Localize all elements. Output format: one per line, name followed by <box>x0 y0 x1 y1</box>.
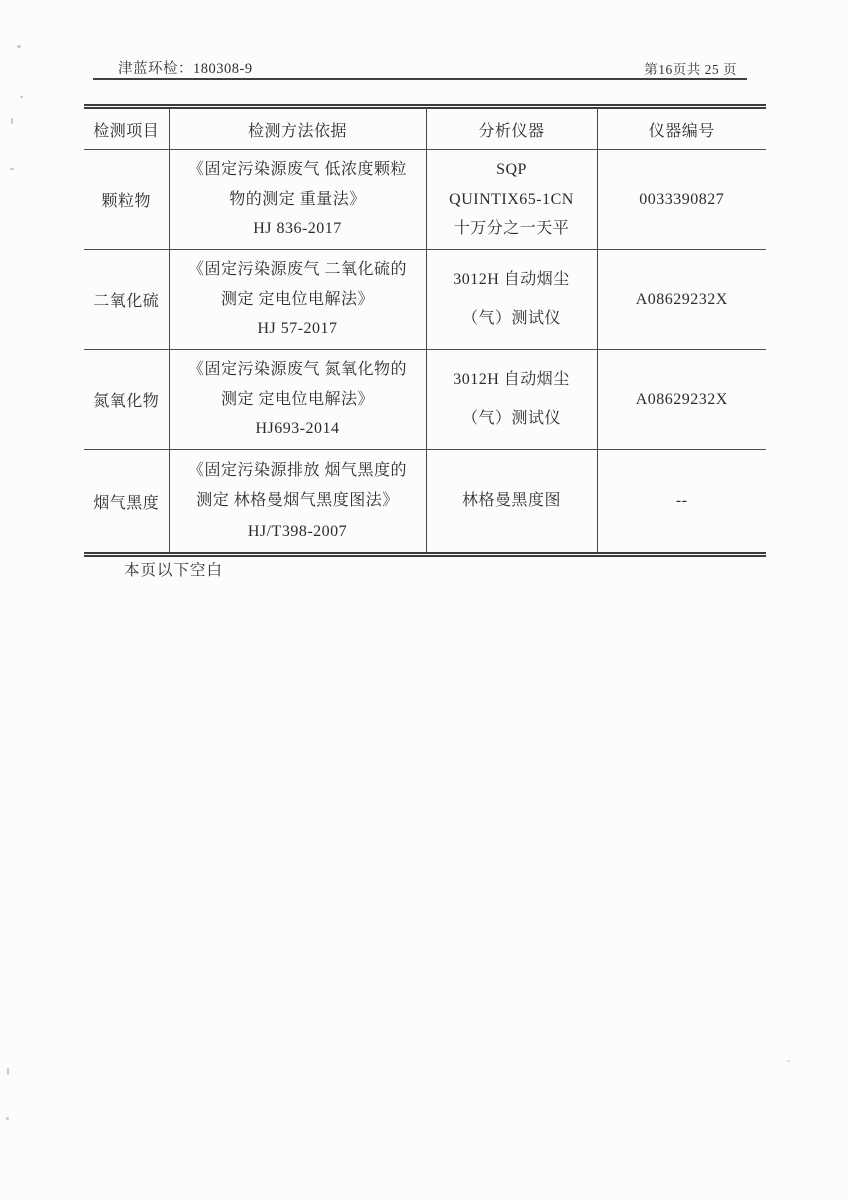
cell-serial: A08629232X <box>597 350 766 450</box>
method-line: 测定 林格曼烟气黑度图法》 <box>196 492 399 509</box>
instrument-lines <box>427 450 597 552</box>
table-header-row <box>84 107 766 150</box>
method-lines <box>170 250 426 349</box>
table-row <box>84 350 766 450</box>
method-line: HJ 836-2017 <box>253 220 342 238</box>
methods-table-wrap <box>84 104 766 557</box>
cell-instrument <box>426 150 597 250</box>
scan-speck <box>11 118 13 124</box>
method-lines <box>170 150 426 249</box>
method-line: 测定 定电位电解法》 <box>220 390 374 408</box>
method-line: HJ693-2014 <box>255 420 340 438</box>
instrument-line: SQP <box>496 160 527 178</box>
col-header-analysis-instrument: 分析仪器 <box>426 107 597 150</box>
method-line: 《固定污染源废气 氮氧化物的 <box>187 360 407 378</box>
instrument-lines <box>427 150 597 249</box>
instrument-line: 3012H 自动烟尘 <box>453 370 570 388</box>
header-rule <box>93 78 747 80</box>
method-line: 《固定污染源废气 低浓度颗粒 <box>187 160 407 178</box>
col-header-method-basis: 检测方法依据 <box>169 107 426 150</box>
cell-test-item: 烟气黑度 <box>84 450 169 555</box>
instrument-line: 林格曼黑度图 <box>461 492 561 509</box>
instrument-line: （气）测试仪 <box>461 410 561 428</box>
cell-test-item: 二氧化硫 <box>84 250 169 350</box>
col-header-test-item: 检测项目 <box>84 107 169 150</box>
cell-instrument <box>426 350 597 450</box>
cell-method <box>169 150 426 250</box>
method-lines <box>170 450 426 552</box>
scan-speck <box>7 1068 9 1075</box>
table-row <box>84 450 766 555</box>
instrument-line: QUINTIX65-1CN <box>449 190 574 208</box>
cell-serial: 0033390827 <box>597 150 766 250</box>
table-row <box>84 250 766 350</box>
scan-speck <box>6 1117 9 1120</box>
cell-method <box>169 250 426 350</box>
method-line: HJ 57-2017 <box>257 320 338 338</box>
method-line: 测定 定电位电解法》 <box>220 290 374 308</box>
scan-speck <box>20 96 23 98</box>
instrument-line: 十万分之一天平 <box>453 220 570 238</box>
cell-instrument <box>426 450 597 555</box>
report-number: 津蓝环检：180308-9 <box>118 61 253 77</box>
instrument-lines <box>427 350 597 449</box>
cell-serial: A08629232X <box>597 250 766 350</box>
page-number: 第16页共 25 页 <box>644 62 737 77</box>
cell-method <box>169 450 426 555</box>
scan-speck <box>17 45 21 48</box>
instrument-line: 3012H 自动烟尘 <box>453 270 570 288</box>
cell-instrument <box>426 250 597 350</box>
scan-speck <box>10 168 14 170</box>
instrument-line: （气）测试仪 <box>461 310 561 328</box>
cell-serial: -- <box>597 450 766 555</box>
cell-test-item: 颗粒物 <box>84 150 169 250</box>
methods-table <box>84 104 766 557</box>
method-line: 物的测定 重量法》 <box>229 190 366 208</box>
scan-speck <box>787 1060 790 1062</box>
cell-method <box>169 350 426 450</box>
method-line: 《固定污染源排放 烟气黑度的 <box>187 461 407 479</box>
method-line: HJ/T398-2007 <box>247 522 348 540</box>
instrument-lines <box>427 250 597 349</box>
cell-test-item: 氮氧化物 <box>84 350 169 450</box>
table-row <box>84 150 766 250</box>
method-lines <box>170 350 426 449</box>
method-line: 《固定污染源废气 二氧化硫的 <box>187 260 407 278</box>
col-header-instrument-number: 仪器编号 <box>597 107 766 150</box>
blank-below-note: 本页以下空白 <box>124 562 224 579</box>
